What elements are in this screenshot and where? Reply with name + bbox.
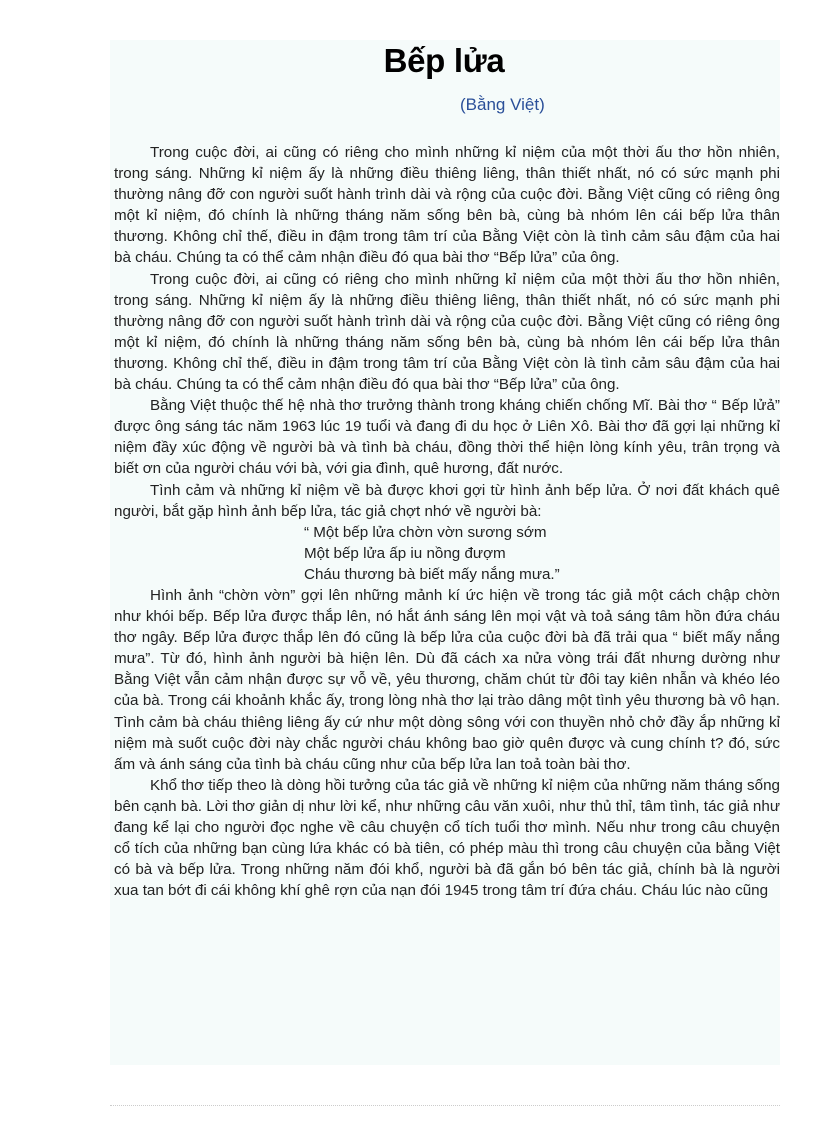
paragraph: Hình ảnh “chờn vờn” gợi lên những mảnh kí ức hiện về trong tác giả một cách chập chờn như khói bếp. Bếp lửa được thắp lên, nó hắt ánh sáng lên mọi vật và toả sáng tâm hồn đứa cháu thơ ngây. Bếp lửa được thắp lên đó cũng là bếp lửa của cuộc đời bà đã trải qua “ biết mấy nắng mưa”. Từ đó, hình ảnh người bà hiện lên. Dù đã cách xa nửa vòng trái đất nhưng dường như Bằng Việt vẫn cảm nhận được sự vỗ về, yêu thương, chăm chút từ đôi tay kiên nhẫn và khéo léo của bà. Trong cái khoảnh khắc ấy, trong lòng nhà thơ lại trào dâng một tình yêu thương bà vô hạn. Tình cảm bà cháu thiêng liêng ấy cứ như một dòng sông với con thuyền nhỏ chở đầy ắp những kỉ niệm mà suốt cuộc đời này chắc người cháu không bao giờ quên được và cung chính t? đó, sức ấm và ánh sáng của tình bà cháu cũng như của bếp lửa lan toả toàn bài thơ. xyxy=(114,586,780,773)
paragraph: Trong cuộc đời, ai cũng có riêng cho mình những kỉ niệm của một thời ấu thơ hồn nhiên, trong sáng. Những kỉ niệm ấy là những điều thiêng liêng, thân thiết nhất, nó có sức mạnh phi thường nâng đỡ con người suốt hành trình dài và rộng của cuộc đời. Bằng Việt cũng có riêng ông một kỉ niệm, đó chính là những tháng năm sống bên bà, cùng bà nhóm lên cái bếp lửa thân thương. Không chỉ thế, điều in đậm trong tâm trí của Bằng Việt còn là tình cảm sâu đậm của hai bà cháu. Chúng ta có thể cảm nhận điều đó qua bài thơ “Bếp lửa” của ông. xyxy=(114,270,780,394)
verse-line: Cháu thương bà biết mấy nắng mưa.” xyxy=(304,565,560,583)
paragraph: Trong cuộc đời, ai cũng có riêng cho mình những kỉ niệm của một thời ấu thơ hồn nhiên, trong sáng. Những kỉ niệm ấy là những điều thiêng liêng, thân thiết nhất, nó có sức mạnh phi thường nâng đỡ con người suốt hành trình dài và rộng của cuộc đời. Bằng Việt cũng có riêng ông một kỉ niệm, đó chính là những tháng năm sống bên bà, cùng bà nhóm lên cái bếp lửa thân thương. Không chỉ thế, điều in đậm trong tâm trí của Bằng Việt còn là tình cảm sâu đậm của hai bà cháu. Chúng ta có thể cảm nhận điều đó qua bài thơ “Bếp lửa” của ông. xyxy=(114,144,780,267)
verse-line: “ Một bếp lửa chờn vờn sương sớm xyxy=(304,523,547,541)
footer-divider xyxy=(110,1105,780,1106)
document-title: Bếp lửa xyxy=(383,42,505,79)
paragraph: Khổ thơ tiếp theo là dòng hồi tưởng của tác giả về những kỉ niệm của những năm tháng sống bên cạnh bà. Lời thơ giản dị như lời kể, như những câu văn xuôi, như thủ thỉ, tâm tình, tác giả như đang kể lại cho người đọc nghe về câu chuyện cổ tích tuổi thơ mình. Nếu như trong câu chuyện cổ tích của những bạn cùng lứa khác có bà tiên, có phép màu thì trong câu chuyện của bằng Việt có bà và bếp lửa. Trong những năm đói khổ, người bà đã gắn bó bên tác giả, chính bà là người xua tan bớt đi cái không khí ghê rợn của nạn đói 1945 trong tâm trí đứa cháu. Cháu lúc nào cũng xyxy=(114,776,780,900)
paragraph: Bằng Việt thuộc thế hệ nhà thơ trưởng thành trong kháng chiến chống Mĩ. Bài thơ “ Bếp lửả” được ông sáng tác năm 1963 lúc 19 tuổi và đang đi du học ở Liên Xô. Bài thơ đã gợi lại những kỉ niệm đầy xúc động về người bà và tình bà cháu, đồng thời thể hiện lòng kính yêu, trân trọng và biết ơn của người cháu với bà, với gia đình, quê hương, đất nước. xyxy=(114,397,780,478)
paragraph: Tình cảm và những kỉ niệm về bà được khơi gợi từ hình ảnh bếp lửa. Ở nơi đất khách quê người, bắt gặp hình ảnh bếp lửa, tác giả chợt nhớ về người bà: xyxy=(114,481,780,520)
verse-line: Một bếp lửa ấp iu nồng đượm xyxy=(304,544,506,562)
document-body xyxy=(114,142,780,901)
document-author: (Bằng Việt) xyxy=(460,95,545,114)
